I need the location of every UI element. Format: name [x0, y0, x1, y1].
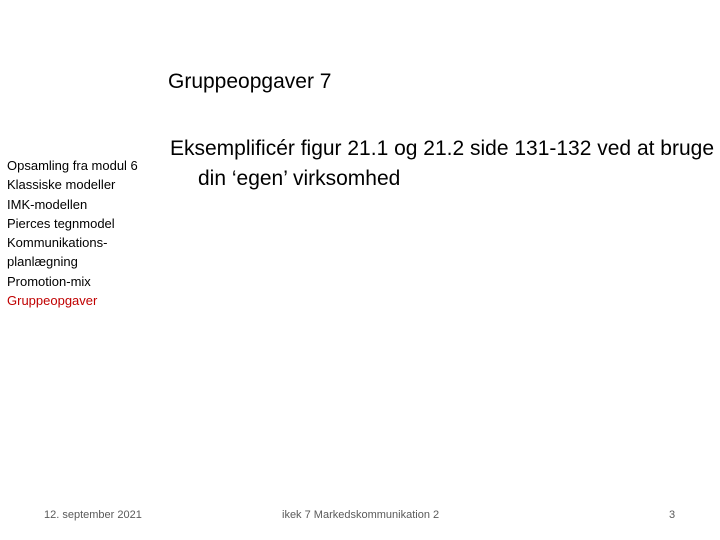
- sidebar-item-kommunikations[interactable]: Kommunikations-: [7, 235, 108, 251]
- sidebar-item-gruppeopgaver[interactable]: Gruppeopgaver: [7, 293, 98, 309]
- sidebar-item-klassiske-modeller[interactable]: Klassiske modeller: [7, 177, 116, 193]
- footer-date: 12. september 2021: [44, 509, 142, 521]
- sidebar-item-opsamling[interactable]: Opsamling fra modul 6: [7, 158, 138, 173]
- slide-number: 3: [669, 509, 676, 521]
- sidebar-item-imk-modellen[interactable]: IMK-modellen: [7, 196, 88, 212]
- sidebar-navigation: [7, 156, 167, 310]
- slide-title: Gruppeopgaver 7: [168, 70, 332, 93]
- sidebar-item-promotion-mix[interactable]: Promotion-mix: [7, 273, 91, 289]
- slide-body-text: Eksemplificér figur 21.1 og 21.2 side 131-132 ved at bruge din ‘egen’ virksomhed: [170, 137, 715, 190]
- sidebar-item-planlaegning[interactable]: planlægning: [7, 254, 78, 270]
- sidebar-item-pierces-tegnmodel[interactable]: Pierces tegnmodel: [7, 215, 115, 231]
- footer-course-title: ikek 7 Markedskommunikation 2: [282, 509, 440, 521]
